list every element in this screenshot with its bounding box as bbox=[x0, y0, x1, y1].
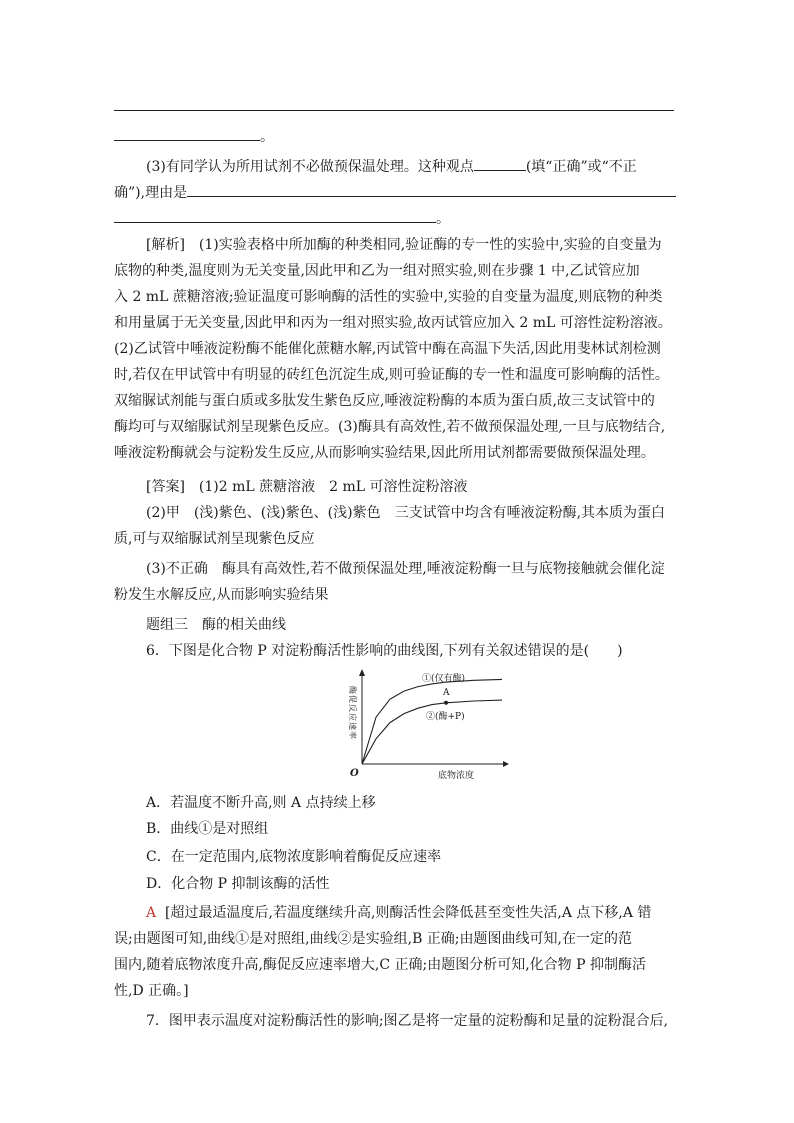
question-3-line: (3)有同学认为所用试剂不必做预保温处理。这种观点 (填“正确”或“不正 bbox=[146, 156, 637, 176]
analysis-line: 入 2 mL 蔗糖溶液;验证温度可影响酶的活性的实验中,实验的自变量为温度,则底物的种类 bbox=[114, 289, 663, 305]
explanation-line: 误;由题图可知,曲线①是对照组,曲线②是实验组,B 正确;由题图曲线可知,在一定的范 bbox=[114, 931, 632, 947]
analysis-line: [解析] (1)实验表格中所加酶的种类相同,验证酶的专一性的实验中,实验的自变量为 bbox=[146, 237, 662, 253]
point-a-marker bbox=[444, 701, 448, 705]
point-a-label: A bbox=[443, 687, 450, 698]
question-7-stem: 7．图甲表示温度对淀粉酶活性的影响;图乙是将一定量的淀粉酶和足量的淀粉混合后, bbox=[146, 1013, 669, 1029]
curve-2-line bbox=[362, 700, 502, 764]
analysis-line: 双缩脲试剂能与蛋白质或多肽发生紫色反应,唾液淀粉酶的本质为蛋白质,故三支试管中的 bbox=[114, 393, 655, 409]
analysis-line: 时,若仅在甲试管中有明显的砖红色沉淀生成,则可验证酶的专一性和温度可影响酶的活性。 bbox=[114, 367, 669, 383]
y-axis-label: 酶促反应速率 bbox=[348, 686, 357, 740]
curve-2-label: ②(酶+P) bbox=[426, 712, 465, 722]
y-axis-arrow bbox=[359, 669, 365, 676]
answer-blank bbox=[474, 156, 526, 171]
analysis-line: (2)乙试管中唾液淀粉酶不能催化蔗糖水解,丙试管中酶在高温下失活,因此用斐林试剂检测 bbox=[114, 341, 661, 357]
answer-line-end: 。 bbox=[114, 208, 450, 228]
answer-line: [答案] (1)2 mL 蔗糖溶液 2 mL 可溶性淀粉溶液 bbox=[146, 479, 468, 495]
option-b: B．曲线①是对照组 bbox=[146, 821, 269, 837]
enzyme-curve-chart bbox=[340, 666, 510, 782]
answer-line: 质,可与双缩脲试剂呈现紫色反应 bbox=[114, 531, 315, 547]
answer-blank bbox=[114, 208, 436, 223]
option-c: C．在一定范围内,底物浓度影响着酶促反应速率 bbox=[146, 849, 442, 865]
option-a: A．若温度不断升高,则 A 点持续上移 bbox=[146, 795, 376, 811]
analysis-line: 和用量属于无关变量,因此甲和丙为一组对照实验,故丙试管应加入 2 mL 可溶性淀粉溶液。 bbox=[114, 315, 672, 331]
analysis-line: 唾液淀粉酶就会与淀粉发生反应,从而影响实验结果,因此所用试剂都需要做预保温处理。 bbox=[114, 445, 655, 461]
question-3-reason: 确”),理由是 bbox=[114, 182, 676, 202]
x-axis-label: 底物浓度 bbox=[438, 771, 475, 781]
answer-key: A bbox=[146, 905, 157, 921]
answer-line: (2)甲 (浅)紫色、(浅)紫色、(浅)紫色 三支试管中均含有唾液淀粉酶,其本质为蛋白 bbox=[146, 505, 666, 521]
origin-label: O bbox=[350, 768, 359, 779]
question-6-stem: 6．下图是化合物 P 对淀粉酶活性影响的曲线图,下列有关叙述错误的是( ) bbox=[146, 643, 623, 659]
curve-1-label: ①(仅有酶) bbox=[422, 674, 466, 684]
answer-line: (3)不正确 酶具有高效性,若不做预保温处理,唾液淀粉酶一旦与底物接触就会催化淀 bbox=[146, 561, 665, 577]
section-heading: 题组三 酶的相关曲线 bbox=[146, 617, 286, 633]
x-axis-arrow bbox=[503, 761, 509, 767]
answer-blank bbox=[187, 182, 676, 197]
answer-line: 粉发生水解反应,从而影响实验结果 bbox=[114, 587, 329, 603]
analysis-line: 底物的种类,温度则为无关变量,因此甲和乙为一组对照实验,则在步骤 1 中,乙试管应加 bbox=[114, 263, 640, 279]
option-d: D．化合物 P 抑制该酶的活性 bbox=[146, 876, 330, 892]
explanation-line: 性,D 正确。] bbox=[114, 983, 189, 999]
explanation-line: A [超过最适温度后,若温度继续升高,则酶活性会降低甚至变性失活,A 点下移,A 错 bbox=[146, 905, 652, 921]
analysis-line: 酶均可与双缩脲试剂呈现紫色反应。(3)酶具有高效性,若不做预保温处理,一旦与底物结合, bbox=[114, 419, 666, 435]
answer-blank-line bbox=[114, 110, 674, 111]
explanation-line: 围内,随着底物浓度升高,酶促反应速率增大,C 正确;由题图分析可知,化合物 P 抑制酶活 bbox=[114, 957, 646, 973]
answer-line-end: 。 bbox=[114, 126, 274, 146]
answer-blank bbox=[114, 126, 260, 141]
